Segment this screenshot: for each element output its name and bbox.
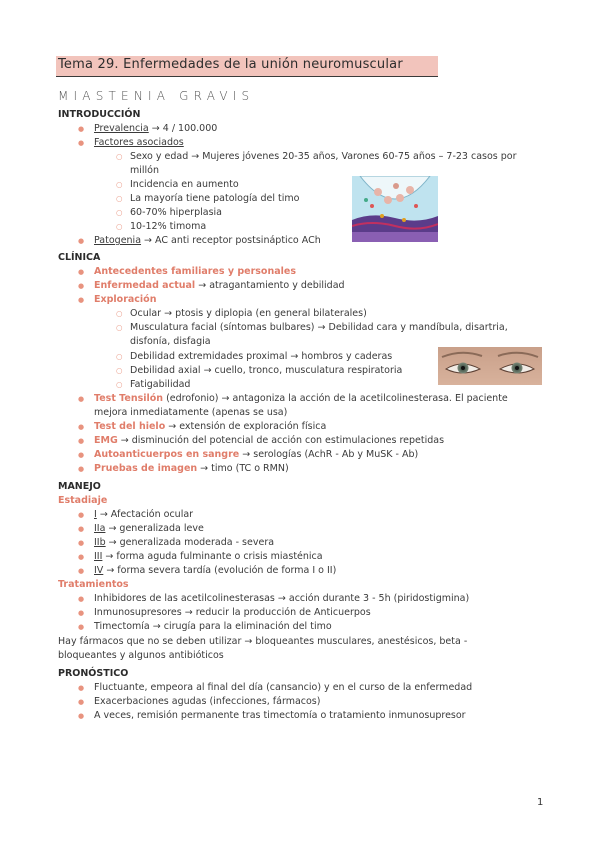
list-item-factores: ● Factores asociados [94,137,184,149]
page-title: Tema 29. Enfermedades de la unión neuromuscular [58,57,403,72]
factor-item: ○ Sexo y edad → Mujeres jóvenes 20-35 años, Varones 60-75 años – 7-23 casos por [130,151,542,163]
list-item-emg [94,435,444,447]
prevalencia-label: Prevalencia [94,123,149,134]
section-subtitle: MIASTENIA GRAVIS [58,89,255,103]
list-item-hielo [94,421,326,433]
pronostico-item: ● Fluctuante, empeora al final del día (cansancio) y en el curso de la enfermedad [94,682,472,694]
list-item-tensilon [94,393,542,405]
heading-pronostico: PRONÓSTICO [58,668,129,679]
farmacos-note: Hay fármacos que no se deben utilizar → bloqueantes musculares, anestésicos, beta - [58,636,468,647]
treatment-item: ● Inhibidores de las acetilcolinesterasas → acción durante 3 - 5h (piridostigmina) [94,593,469,605]
factor-item: ○ La mayoría tiene patología del timo [130,193,299,205]
list-item-enfermedad [94,280,345,292]
stage-label: IIa [94,523,106,534]
farmacos-note-cont: bloqueantes y algunos antibióticos [58,650,224,661]
neuromuscular-junction-image [352,176,438,242]
list-item-prevalencia [94,123,217,135]
treatment-item: ● Timectomía → cirugía para la eliminación del timo [94,621,332,633]
list-item-antecedentes: ● Antecedentes familiares y personales [94,266,296,278]
stage-item [94,537,274,549]
eyes-photo [438,347,542,385]
pruebas-label: Pruebas de imagen [94,463,198,474]
tensilon-label: Test Tensilón [94,393,164,404]
emg-value: → disminución del potencial de acción con estimulaciones repetidas [117,435,445,446]
stage-label: III [94,551,103,562]
page-number: 1 [537,797,544,808]
stage-label: I [94,509,97,520]
subheading-tratamientos: Tratamientos [58,579,129,590]
pronostico-item: ● A veces, remisión permanente tras timectomía o tratamiento inmunosupresor [94,710,466,722]
stage-item [94,551,323,563]
subheading-estadiaje: Estadiaje [58,495,108,506]
enfermedad-value: → atragantamiento y debilidad [195,280,345,291]
treatment-item: ● Inmunosupresores → reducir la producción de Anticuerpos [94,607,371,619]
list-item-pruebas [94,463,289,475]
emg-label: EMG [94,435,118,446]
exploracion-item: ○ Ocular → ptosis y diplopia (en general bilaterales) [130,308,367,320]
enfermedad-label: Enfermedad actual [94,280,196,291]
exploracion-item: ○ Fatigabilidad [130,379,190,391]
stage-item [94,523,204,535]
list-item-autoanticuerpos [94,449,418,461]
stage-item [94,565,336,577]
hielo-value: → extensión de exploración física [165,421,327,432]
stage-value: → forma aguda fulminante o crisis miasténica [102,551,323,562]
stage-label: IIb [94,537,106,548]
autoanticuerpos-label: Autoanticuerpos en sangre [94,449,240,460]
factor-item: ○ 10-12% timoma [130,221,206,233]
exploracion-item: ○ Debilidad extremidades proximal → hombros y caderas [130,351,392,363]
patogenia-value: → AC anti receptor postsináptico ACh [141,235,321,246]
stage-value: → generalizada leve [105,523,204,534]
patogenia-label: Patogenia [94,235,142,246]
title-highlight [56,56,438,77]
prevalencia-value: → 4 / 100.000 [148,123,218,134]
stage-value: → generalizada moderada - severa [105,537,275,548]
tensilon-value-cont: mejora inmediatamente (apenas se usa) [94,407,288,418]
pronostico-item: ● Exacerbaciones agudas (infecciones, fármacos) [94,696,320,708]
exploracion-item: ○ Debilidad axial → cuello, tronco, musculatura respiratoria [130,365,402,377]
heading-introduccion: INTRODUCCIÓN [58,109,141,120]
exploracion-item: ○ Musculatura facial (síntomas bulbares) → Debilidad cara y mandíbula, disartria, [130,322,542,334]
pruebas-value: → timo (TC o RMN) [197,463,289,474]
factor-item: ○ 60-70% hiperplasia [130,207,222,219]
list-item-patogenia [94,235,321,247]
list-item-exploracion: ● Exploración [94,294,156,306]
factor-item-cont: millón [130,165,160,176]
heading-clinica: CLÍNICA [58,252,101,263]
heading-manejo: MANEJO [58,481,101,492]
stage-label: IV [94,565,104,576]
stage-value: → Afectación ocular [96,509,194,520]
tensilon-value: (edrofonio) → antagoniza la acción de la acetilcolinesterasa. El paciente [163,393,508,404]
hielo-label: Test del hielo [94,421,166,432]
autoanticuerpos-value: → serologías (AchR - Ab y MuSK - Ab) [239,449,419,460]
factor-item: ○ Incidencia en aumento [130,179,239,191]
stage-value: → forma severa tardía (evolución de forma I o II) [103,565,337,576]
stage-item [94,509,193,521]
exploracion-item-cont: disfonía, disfagia [130,336,211,347]
